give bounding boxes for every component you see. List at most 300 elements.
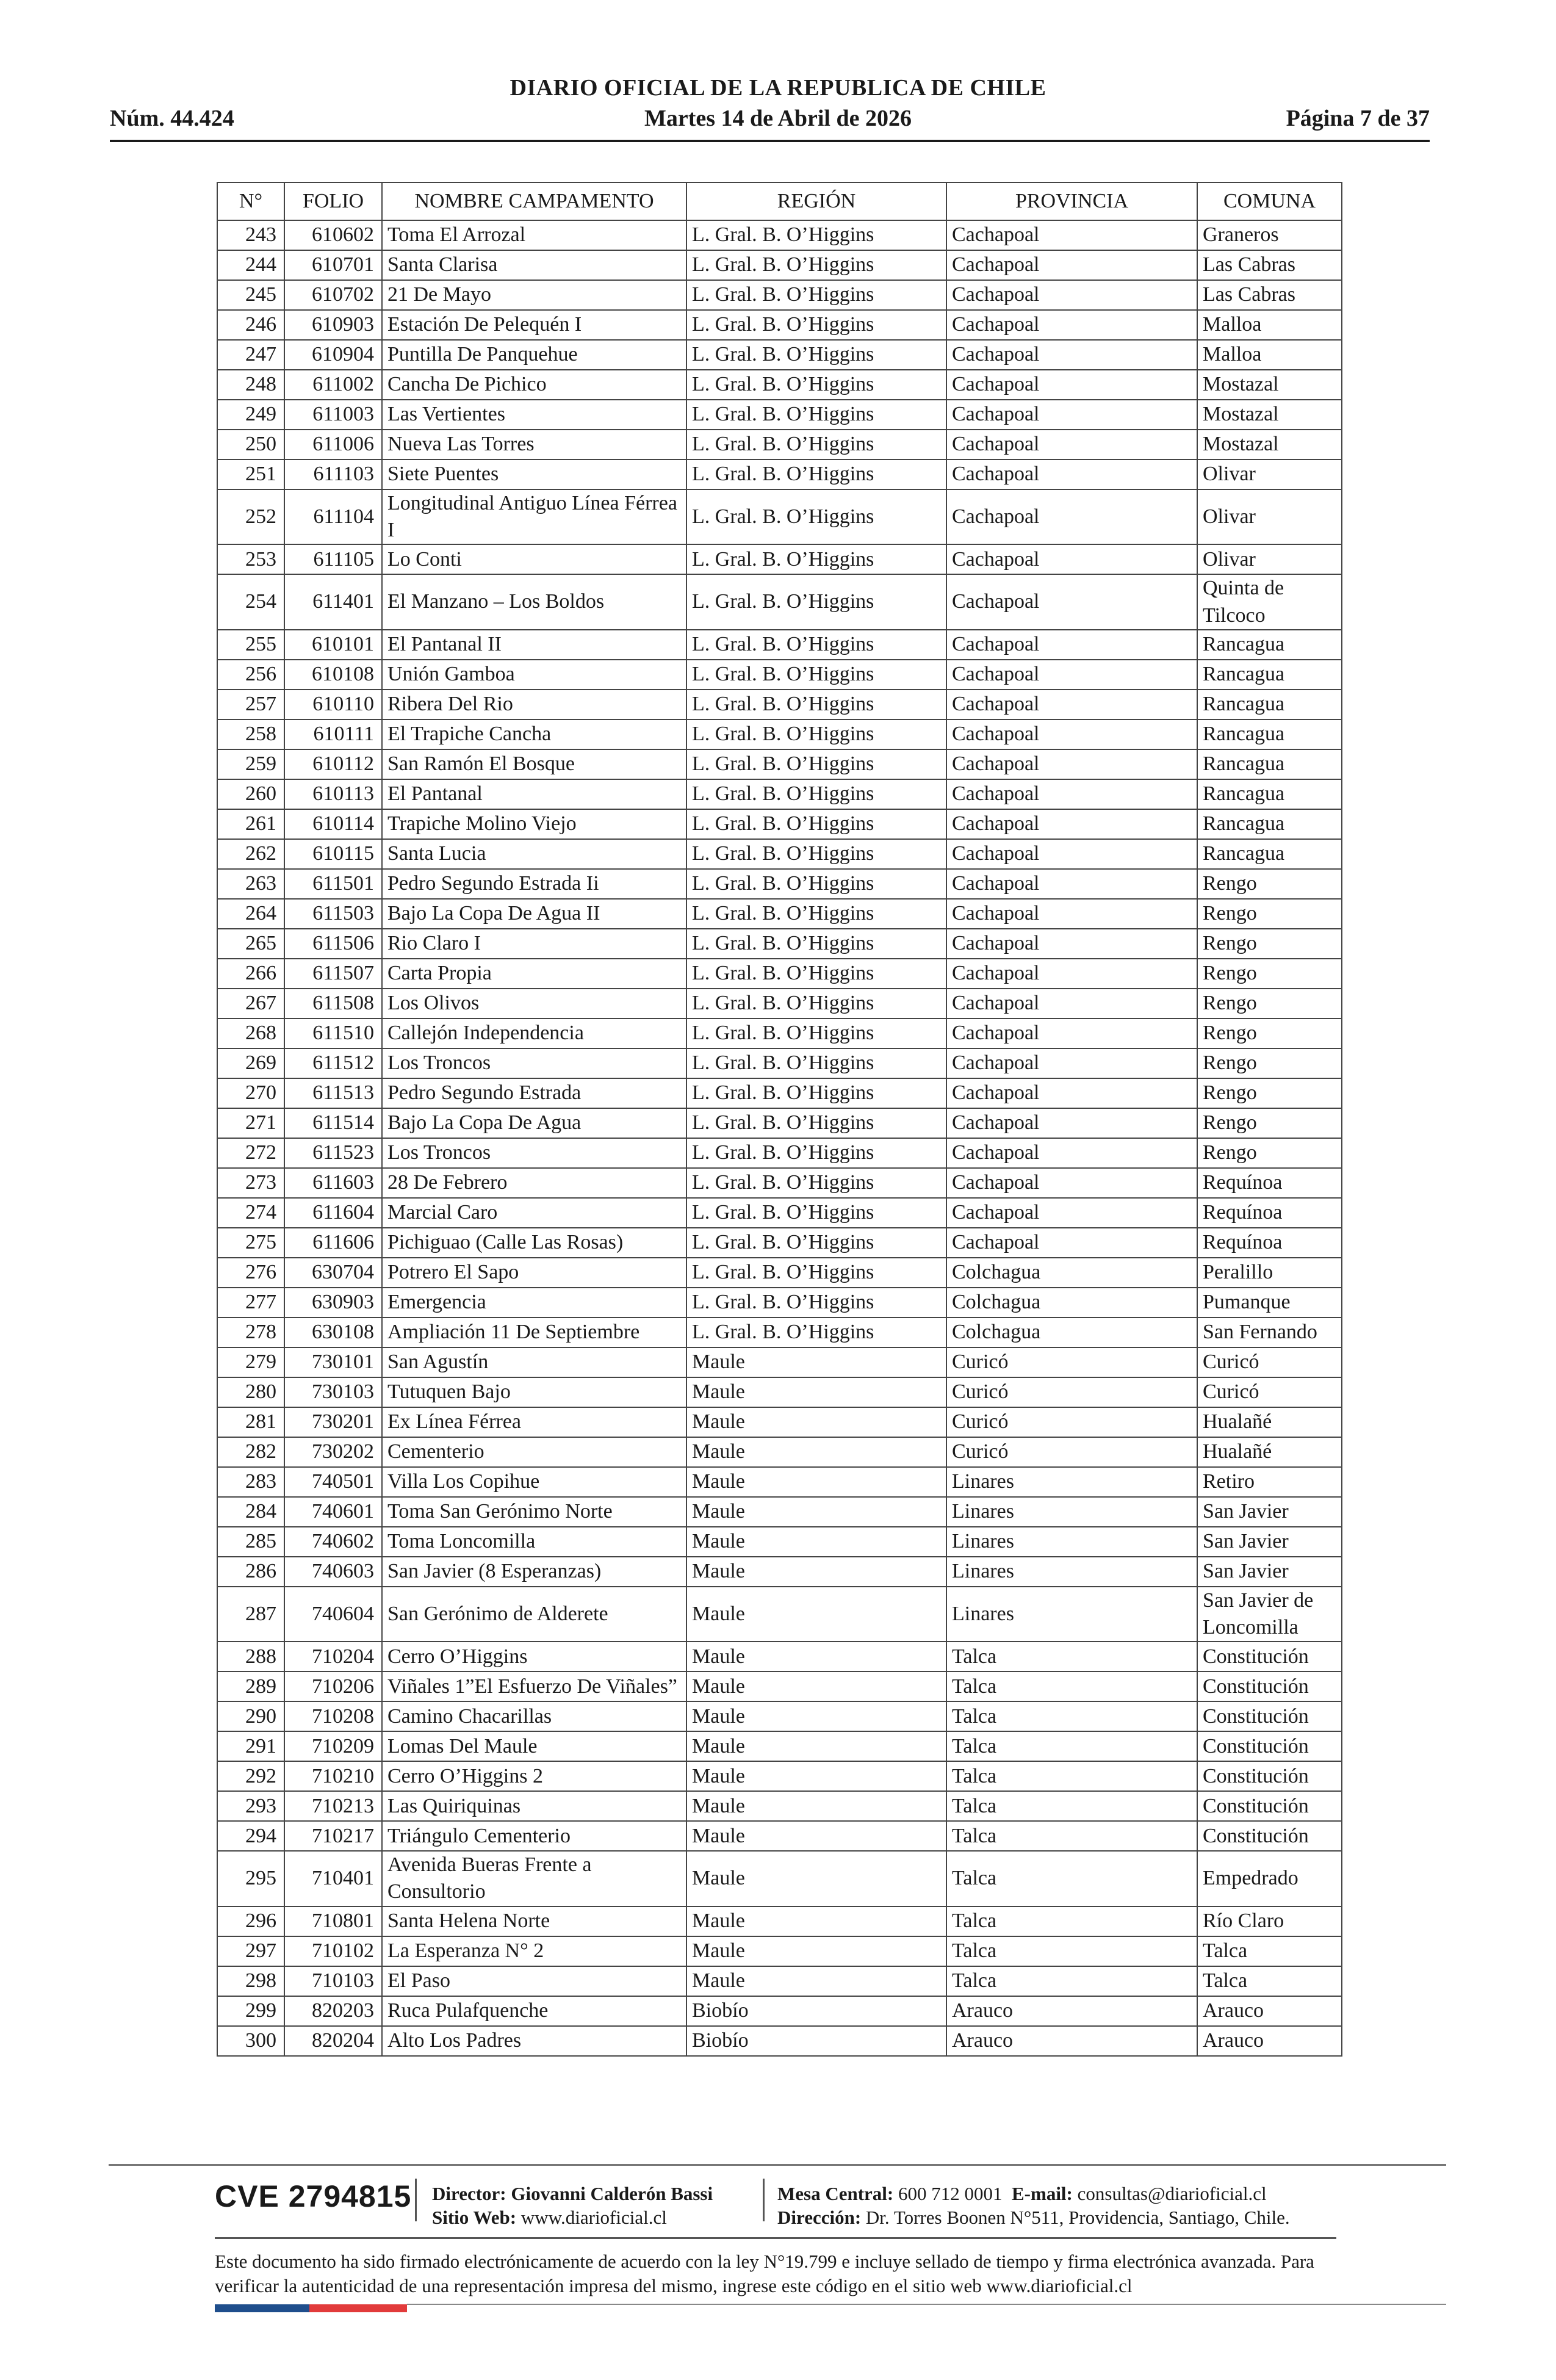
table-row [217, 1048, 1342, 1078]
row-region: L. Gral. B. O’Higgins [686, 1198, 946, 1228]
table-row [217, 1108, 1342, 1138]
row-comuna: Retiro [1197, 1467, 1342, 1497]
row-region: Maule [686, 1527, 946, 1557]
row-nombre: Puntilla De Panquehue [382, 340, 686, 370]
row-folio: 820203 [284, 1996, 382, 2026]
row-number: 299 [217, 1996, 284, 2026]
table-row [217, 929, 1342, 959]
row-region: L. Gral. B. O’Higgins [686, 1138, 946, 1168]
row-folio: 740602 [284, 1527, 382, 1557]
contact-block [777, 2182, 1290, 2230]
row-comuna: Arauco [1197, 2026, 1342, 2056]
gazette-title: DIARIO OFICIAL DE LA REPUBLICA DE CHILE [510, 75, 1046, 101]
row-nombre: Ribera Del Rio [382, 690, 686, 719]
row-comuna: Curicó [1197, 1377, 1342, 1407]
row-number: 264 [217, 899, 284, 929]
row-nombre: Ex Línea Férrea [382, 1407, 686, 1437]
row-provincia: Cachapoal [946, 749, 1197, 779]
row-region: Maule [686, 1587, 946, 1642]
row-provincia: Talca [946, 1966, 1197, 1996]
row-region: L. Gral. B. O’Higgins [686, 340, 946, 370]
table-row [217, 220, 1342, 250]
row-nombre: San Agustín [382, 1347, 686, 1377]
row-number: 292 [217, 1761, 284, 1791]
row-nombre: El Pantanal II [382, 630, 686, 660]
row-region: L. Gral. B. O’Higgins [686, 1168, 946, 1198]
row-nombre: Viñales 1”El Esfuerzo De Viñales” [382, 1671, 686, 1701]
row-number: 281 [217, 1407, 284, 1437]
row-folio: 611103 [284, 460, 382, 489]
row-folio: 730103 [284, 1377, 382, 1407]
row-nombre: Longitudinal Antiguo Línea Férrea I [382, 489, 686, 544]
mesa-label: Mesa Central: [777, 2183, 894, 2204]
row-region: Maule [686, 1966, 946, 1996]
direccion-label: Dirección: [777, 2206, 862, 2228]
table-row [217, 1347, 1342, 1377]
row-folio: 710206 [284, 1671, 382, 1701]
column-header-number: N° [217, 182, 284, 220]
row-nombre: Toma San Gerónimo Norte [382, 1497, 686, 1527]
table-row [217, 280, 1342, 310]
flag-bar-line [407, 2304, 1446, 2305]
footer-divider [109, 2164, 1446, 2166]
table-row [217, 1731, 1342, 1761]
row-number: 253 [217, 544, 284, 574]
row-region: L. Gral. B. O’Higgins [686, 370, 946, 400]
row-region: L. Gral. B. O’Higgins [686, 749, 946, 779]
row-nombre: Cerro O’Higgins 2 [382, 1761, 686, 1791]
row-provincia: Cachapoal [946, 959, 1197, 989]
table-row [217, 574, 1342, 629]
row-number: 258 [217, 719, 284, 749]
web-link[interactable]: www.diarioficial.cl [520, 2206, 667, 2228]
row-region: L. Gral. B. O’Higgins [686, 929, 946, 959]
row-nombre: Emergencia [382, 1288, 686, 1318]
row-comuna: Peralillo [1197, 1258, 1342, 1288]
flag-bar-red [309, 2304, 407, 2312]
row-nombre: Trapiche Molino Viejo [382, 809, 686, 839]
row-comuna: San Javier [1197, 1497, 1342, 1527]
table-row [217, 959, 1342, 989]
row-provincia: Cachapoal [946, 220, 1197, 250]
row-comuna: Rengo [1197, 989, 1342, 1019]
row-folio: 610111 [284, 719, 382, 749]
row-folio: 610702 [284, 280, 382, 310]
row-comuna: Mostazal [1197, 430, 1342, 460]
cve-code: CVE 2794815 [215, 2179, 412, 2213]
row-region: L. Gral. B. O’Higgins [686, 1048, 946, 1078]
row-folio: 610113 [284, 779, 382, 809]
table-row [217, 460, 1342, 489]
row-folio: 710217 [284, 1821, 382, 1851]
row-region: Maule [686, 1731, 946, 1761]
table-row [217, 719, 1342, 749]
row-folio: 710210 [284, 1761, 382, 1791]
row-folio: 610903 [284, 310, 382, 340]
row-folio: 611606 [284, 1228, 382, 1258]
table-row [217, 1288, 1342, 1318]
row-number: 271 [217, 1108, 284, 1138]
table-row [217, 430, 1342, 460]
row-number: 248 [217, 370, 284, 400]
row-number: 243 [217, 220, 284, 250]
row-number: 276 [217, 1258, 284, 1288]
table-row [217, 749, 1342, 779]
email-label: E-mail: [1012, 2183, 1073, 2204]
row-region: Maule [686, 1642, 946, 1671]
row-number: 290 [217, 1701, 284, 1731]
director-name: Giovanni Calderón Bassi [511, 2183, 713, 2204]
row-number: 245 [217, 280, 284, 310]
row-folio: 630903 [284, 1288, 382, 1318]
row-region: Biobío [686, 2026, 946, 2056]
row-comuna: Rengo [1197, 869, 1342, 899]
row-provincia: Colchagua [946, 1288, 1197, 1318]
row-number: 257 [217, 690, 284, 719]
row-nombre: Pedro Segundo Estrada Ii [382, 869, 686, 899]
row-comuna: Rancagua [1197, 749, 1342, 779]
row-number: 293 [217, 1791, 284, 1821]
table-row [217, 2026, 1342, 2056]
table-row [217, 1791, 1342, 1821]
row-comuna: Río Claro [1197, 1906, 1342, 1936]
table-row [217, 989, 1342, 1019]
row-folio: 611401 [284, 574, 382, 629]
row-number: 287 [217, 1587, 284, 1642]
row-provincia: Cachapoal [946, 574, 1197, 629]
row-comuna: Constitución [1197, 1731, 1342, 1761]
row-comuna: Constitución [1197, 1701, 1342, 1731]
row-nombre: Toma El Arrozal [382, 220, 686, 250]
row-comuna: Rengo [1197, 1019, 1342, 1048]
row-nombre: El Paso [382, 1966, 686, 1996]
row-provincia: Talca [946, 1821, 1197, 1851]
row-comuna: Rengo [1197, 1108, 1342, 1138]
table-header-row [217, 182, 1342, 220]
row-number: 286 [217, 1557, 284, 1587]
row-number: 284 [217, 1497, 284, 1527]
column-header-folio: FOLIO [284, 182, 382, 220]
row-number: 270 [217, 1078, 284, 1108]
row-nombre: Nueva Las Torres [382, 430, 686, 460]
row-provincia: Cachapoal [946, 544, 1197, 574]
row-comuna: Rengo [1197, 929, 1342, 959]
row-folio: 610602 [284, 220, 382, 250]
row-folio: 611514 [284, 1108, 382, 1138]
footer-separator [415, 2179, 417, 2221]
row-number: 300 [217, 2026, 284, 2056]
row-provincia: Cachapoal [946, 779, 1197, 809]
row-number: 250 [217, 430, 284, 460]
row-provincia: Cachapoal [946, 690, 1197, 719]
signature-notice: Este documento ha sido firmado electrónicamente de acuerdo con la ley N°19.799 e incluye sellado de tiempo y firma electrónica avanzada. Para verificar la autenticidad de una representación impresa del mismo, ingrese este código en el sitio web www.diarioficial.cl [215, 2251, 1314, 2297]
row-nombre: Estación De Pelequén I [382, 310, 686, 340]
row-nombre: 21 De Mayo [382, 280, 686, 310]
row-comuna: Requínoa [1197, 1168, 1342, 1198]
row-number: 283 [217, 1467, 284, 1497]
row-provincia: Colchagua [946, 1258, 1197, 1288]
row-region: Maule [686, 1701, 946, 1731]
row-comuna: San Fernando [1197, 1318, 1342, 1347]
row-provincia: Linares [946, 1557, 1197, 1587]
row-nombre: Los Troncos [382, 1138, 686, 1168]
row-nombre: Santa Clarisa [382, 250, 686, 280]
row-number: 262 [217, 839, 284, 869]
row-number: 251 [217, 460, 284, 489]
row-folio: 611002 [284, 370, 382, 400]
table-row [217, 1497, 1342, 1527]
row-region: Maule [686, 1377, 946, 1407]
row-provincia: Talca [946, 1642, 1197, 1671]
row-number: 252 [217, 489, 284, 544]
row-nombre: Santa Lucia [382, 839, 686, 869]
director-block [432, 2182, 713, 2230]
row-region: L. Gral. B. O’Higgins [686, 280, 946, 310]
row-number: 263 [217, 869, 284, 899]
table-row [217, 1437, 1342, 1467]
row-folio: 630704 [284, 1258, 382, 1288]
row-number: 266 [217, 959, 284, 989]
row-nombre: Camino Chacarillas [382, 1701, 686, 1731]
row-nombre: Las Quiriquinas [382, 1791, 686, 1821]
row-nombre: Cerro O’Higgins [382, 1642, 686, 1671]
table-row [217, 1138, 1342, 1168]
table-row [217, 1078, 1342, 1108]
row-nombre: Pichiguao (Calle Las Rosas) [382, 1228, 686, 1258]
row-region: L. Gral. B. O’Higgins [686, 809, 946, 839]
row-provincia: Cachapoal [946, 400, 1197, 430]
row-comuna: San Javier [1197, 1557, 1342, 1587]
row-comuna: Rancagua [1197, 809, 1342, 839]
row-number: 254 [217, 574, 284, 629]
row-comuna: Arauco [1197, 1996, 1342, 2026]
row-comuna: Hualañé [1197, 1437, 1342, 1467]
row-folio: 610108 [284, 660, 382, 690]
row-comuna: Rengo [1197, 1078, 1342, 1108]
table-row [217, 400, 1342, 430]
row-provincia: Cachapoal [946, 489, 1197, 544]
row-nombre: Alto Los Padres [382, 2026, 686, 2056]
issue-date: Martes 14 de Abril de 2026 [644, 106, 912, 131]
row-region: Maule [686, 1467, 946, 1497]
row-provincia: Cachapoal [946, 1019, 1197, 1048]
row-provincia: Cachapoal [946, 929, 1197, 959]
row-region: Maule [686, 1791, 946, 1821]
table-row [217, 1966, 1342, 1996]
column-header-region: REGIÓN [686, 182, 946, 220]
row-provincia: Cachapoal [946, 660, 1197, 690]
row-folio: 610101 [284, 630, 382, 660]
row-comuna: Constitución [1197, 1642, 1342, 1671]
row-comuna: Rancagua [1197, 719, 1342, 749]
column-header-nombre: NOMBRE CAMPAMENTO [382, 182, 686, 220]
row-provincia: Arauco [946, 1996, 1197, 2026]
row-comuna: Talca [1197, 1936, 1342, 1966]
table-row [217, 1936, 1342, 1966]
row-nombre: Avenida Bueras Frente a Consultorio [382, 1851, 686, 1906]
web-label: Sitio Web: [432, 2206, 517, 2228]
table-row [217, 1258, 1342, 1288]
row-region: L. Gral. B. O’Higgins [686, 460, 946, 489]
table-row [217, 660, 1342, 690]
row-provincia: Cachapoal [946, 899, 1197, 929]
row-region: Maule [686, 1906, 946, 1936]
row-comuna: Rengo [1197, 959, 1342, 989]
row-provincia: Cachapoal [946, 1078, 1197, 1108]
row-number: 285 [217, 1527, 284, 1557]
page-indicator: Página 7 de 37 [1286, 106, 1430, 131]
row-number: 267 [217, 989, 284, 1019]
table-row [217, 809, 1342, 839]
row-nombre: San Gerónimo de Alderete [382, 1587, 686, 1642]
row-region: L. Gral. B. O’Higgins [686, 1228, 946, 1258]
row-comuna: Constitución [1197, 1761, 1342, 1791]
table-row [217, 1587, 1342, 1642]
table-body [217, 220, 1342, 2056]
row-folio: 730101 [284, 1347, 382, 1377]
row-comuna: Malloa [1197, 310, 1342, 340]
row-provincia: Cachapoal [946, 839, 1197, 869]
row-folio: 611503 [284, 899, 382, 929]
row-folio: 710209 [284, 1731, 382, 1761]
row-comuna: Constitución [1197, 1791, 1342, 1821]
row-comuna: Mostazal [1197, 400, 1342, 430]
row-folio: 611512 [284, 1048, 382, 1078]
row-nombre: Pedro Segundo Estrada [382, 1078, 686, 1108]
director-label: Director: [432, 2183, 506, 2204]
table-row [217, 1019, 1342, 1048]
row-nombre: Los Troncos [382, 1048, 686, 1078]
row-provincia: Curicó [946, 1407, 1197, 1437]
row-provincia: Cachapoal [946, 630, 1197, 660]
notice-divider [215, 2237, 1336, 2239]
row-number: 294 [217, 1821, 284, 1851]
row-folio: 611513 [284, 1078, 382, 1108]
row-region: L. Gral. B. O’Higgins [686, 690, 946, 719]
row-number: 259 [217, 749, 284, 779]
row-nombre: Ampliación 11 De Septiembre [382, 1318, 686, 1347]
row-region: L. Gral. B. O’Higgins [686, 630, 946, 660]
row-provincia: Talca [946, 1791, 1197, 1821]
row-nombre: Los Olivos [382, 989, 686, 1019]
row-nombre: La Esperanza N° 2 [382, 1936, 686, 1966]
row-region: L. Gral. B. O’Higgins [686, 544, 946, 574]
table-row [217, 1527, 1342, 1557]
row-nombre: Ruca Pulafquenche [382, 1996, 686, 2026]
table-row [217, 1168, 1342, 1198]
row-region: L. Gral. B. O’Higgins [686, 250, 946, 280]
row-provincia: Cachapoal [946, 460, 1197, 489]
table-row [217, 1318, 1342, 1347]
row-comuna: Olivar [1197, 460, 1342, 489]
row-folio: 740604 [284, 1587, 382, 1642]
row-number: 273 [217, 1168, 284, 1198]
row-number: 282 [217, 1437, 284, 1467]
row-folio: 611006 [284, 430, 382, 460]
table-row [217, 839, 1342, 869]
row-nombre: Rio Claro I [382, 929, 686, 959]
row-provincia: Cachapoal [946, 430, 1197, 460]
row-region: Maule [686, 1437, 946, 1467]
row-number: 296 [217, 1906, 284, 1936]
row-nombre: El Trapiche Cancha [382, 719, 686, 749]
table-row [217, 1851, 1342, 1906]
row-comuna: Rancagua [1197, 690, 1342, 719]
row-folio: 610701 [284, 250, 382, 280]
row-number: 272 [217, 1138, 284, 1168]
row-provincia: Talca [946, 1731, 1197, 1761]
row-nombre: Callejón Independencia [382, 1019, 686, 1048]
table-row [217, 489, 1342, 544]
row-folio: 611104 [284, 489, 382, 544]
row-number: 246 [217, 310, 284, 340]
row-folio: 740501 [284, 1467, 382, 1497]
row-number: 279 [217, 1347, 284, 1377]
row-provincia: Linares [946, 1587, 1197, 1642]
row-provincia: Cachapoal [946, 1228, 1197, 1258]
row-number: 298 [217, 1966, 284, 1996]
row-number: 280 [217, 1377, 284, 1407]
row-provincia: Cachapoal [946, 719, 1197, 749]
issue-number: Núm. 44.424 [110, 106, 234, 131]
row-folio: 710213 [284, 1791, 382, 1821]
row-provincia: Colchagua [946, 1318, 1197, 1347]
row-provincia: Talca [946, 1936, 1197, 1966]
row-region: L. Gral. B. O’Higgins [686, 1108, 946, 1138]
row-region: L. Gral. B. O’Higgins [686, 220, 946, 250]
row-folio: 740601 [284, 1497, 382, 1527]
table-row [217, 370, 1342, 400]
row-folio: 630108 [284, 1318, 382, 1347]
email-link[interactable]: consultas@diarioficial.cl [1077, 2183, 1267, 2204]
direccion-value: Dr. Torres Boonen N°511, Providencia, Santiago, Chile. [865, 2206, 1290, 2228]
row-comuna: Requínoa [1197, 1228, 1342, 1258]
row-folio: 611508 [284, 989, 382, 1019]
row-number: 249 [217, 400, 284, 430]
row-nombre: Triángulo Cementerio [382, 1821, 686, 1851]
row-folio: 611506 [284, 929, 382, 959]
table-row [217, 1557, 1342, 1587]
row-comuna: Quinta de Tilcoco [1197, 574, 1342, 629]
row-nombre: Cementerio [382, 1437, 686, 1467]
row-nombre: San Ramón El Bosque [382, 749, 686, 779]
row-provincia: Linares [946, 1497, 1197, 1527]
row-provincia: Curicó [946, 1347, 1197, 1377]
row-number: 278 [217, 1318, 284, 1347]
row-number: 260 [217, 779, 284, 809]
row-number: 256 [217, 660, 284, 690]
row-nombre: Toma Loncomilla [382, 1527, 686, 1557]
row-number: 274 [217, 1198, 284, 1228]
row-number: 297 [217, 1936, 284, 1966]
row-provincia: Cachapoal [946, 250, 1197, 280]
row-folio: 610904 [284, 340, 382, 370]
row-region: L. Gral. B. O’Higgins [686, 1258, 946, 1288]
row-nombre: Santa Helena Norte [382, 1906, 686, 1936]
row-comuna: Rengo [1197, 1048, 1342, 1078]
row-comuna: Rengo [1197, 1138, 1342, 1168]
row-provincia: Cachapoal [946, 280, 1197, 310]
row-folio: 611510 [284, 1019, 382, 1048]
row-nombre: El Pantanal [382, 779, 686, 809]
row-region: L. Gral. B. O’Higgins [686, 660, 946, 690]
table-row [217, 1407, 1342, 1437]
row-folio: 710401 [284, 1851, 382, 1906]
row-nombre: Unión Gamboa [382, 660, 686, 690]
row-region: Maule [686, 1851, 946, 1906]
mesa-phone: 600 712 0001 [898, 2183, 1003, 2204]
row-comuna: Curicó [1197, 1347, 1342, 1377]
